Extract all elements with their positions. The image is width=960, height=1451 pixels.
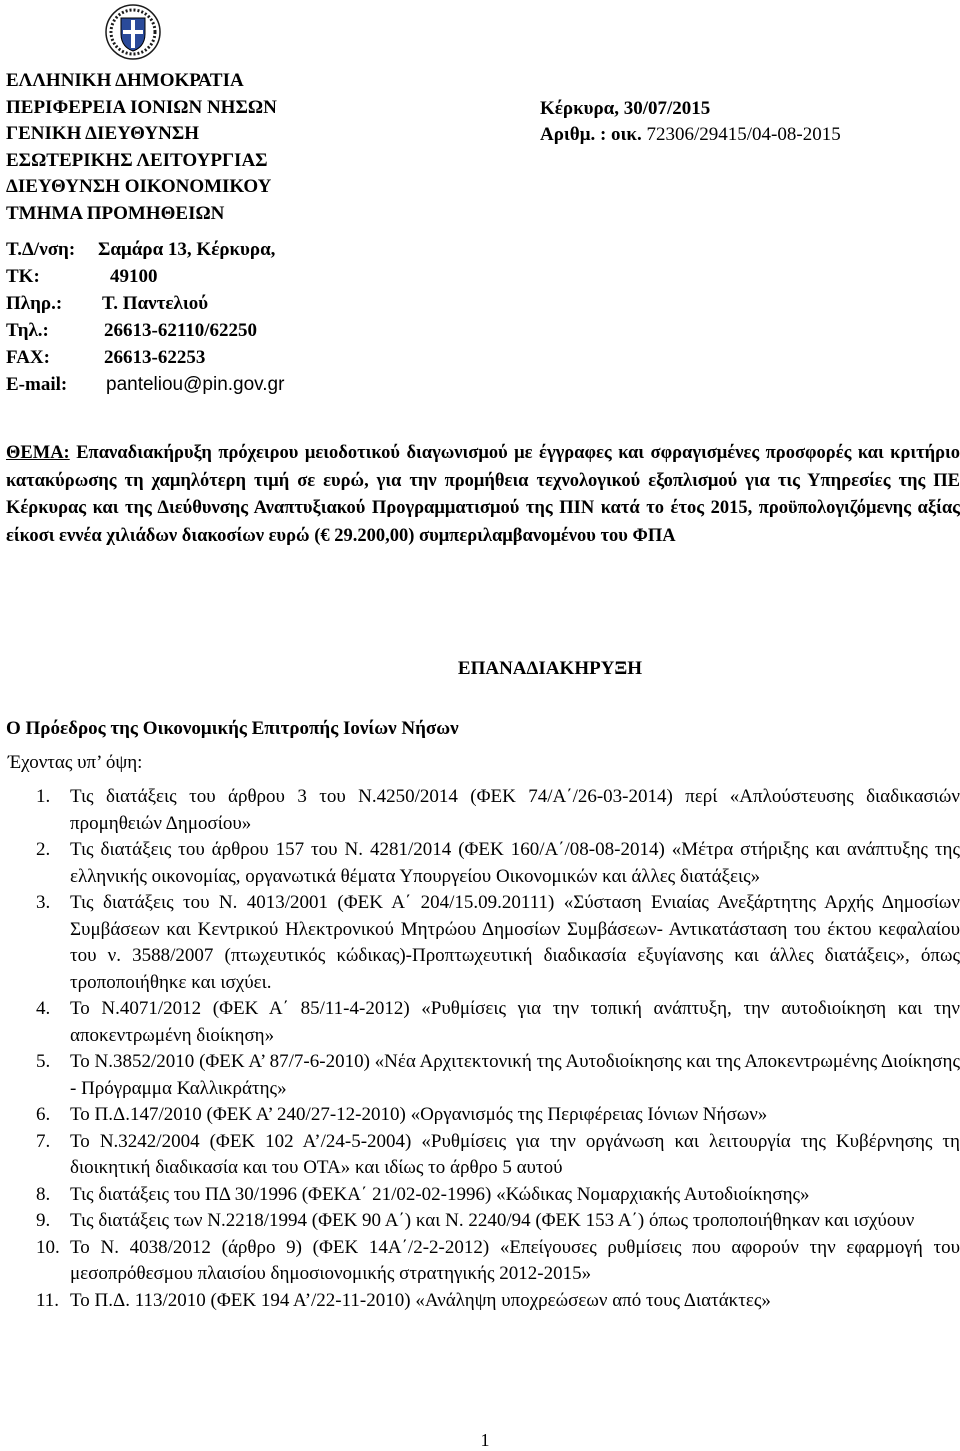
- fax-label: FAX:: [6, 347, 50, 368]
- president-heading: Ο Πρόεδρος της Οικονομικής Επιτροπής Ιονίων Νήσων: [6, 718, 459, 739]
- item-number: 4.: [36, 998, 51, 1019]
- reference-label: Αριθμ. : οικ.: [540, 124, 642, 145]
- list-item: [0, 1235, 960, 1288]
- item-text: Τις διατάξεις του άρθρου 157 του Ν. 4281/2014 (ΦΕΚ 160/Α΄/08-08-2014) «Μέτρα στήριξης και ανάπτυξης της ελληνικής οικονομίας, οργανωτικά θέματα Υπουργείου Οικονομικών και άλλες διατάξεις»: [70, 839, 960, 887]
- subject-text: Επαναδιακήρυξη πρόχειρου μειοδοτικού διαγωνισμού με έγγραφες και σφραγισμένες προσφορές και κριτήριο κατακύρωσης τη χαμηλότερη τιμή σε ευρώ, για την προμήθεια τεχνολογικού εξοπλισμού για τις Υπηρεσίες της ΠΕ Κέρκυρας και της Διεύθυνσης Αναπτυξιακού Προγραμματισμού της ΠΙΝ κατά το έτος 2015, προϋπολογιζόμενης αξίας είκοσι εννέα χιλιάδων διακοσίων ευρώ (€ 29.200,00) συμπεριλαμβανομένου του ΦΠΑ: [6, 443, 960, 546]
- list-item: [0, 1102, 960, 1129]
- contact-block: [6, 236, 506, 398]
- email-label: E-mail:: [6, 374, 68, 395]
- issuer-line: ΔΙΕΥΘΥΝΣΗ ΟΙΚΟΝΟΜΙΚΟΥ: [6, 176, 272, 197]
- info-label: Πληρ.:: [6, 293, 63, 314]
- address-label: Τ.Δ/νση:: [6, 239, 76, 260]
- phone-value: 26613-62110/62250: [104, 320, 258, 341]
- date-reference-block: [540, 96, 841, 148]
- issuer-line: ΕΛΛΗΝΙΚΗ ΔΗΜΟΚΡΑΤΙΑ: [6, 70, 244, 91]
- issuer-line: ΕΣΩΤΕΡΙΚΗΣ ΛΕΙΤΟΥΡΓΙΑΣ: [6, 149, 268, 171]
- list-item: [0, 1288, 960, 1315]
- list-item: [0, 1129, 960, 1182]
- list-item: [0, 1208, 960, 1235]
- subject-label: ΘΕΜΑ:: [6, 443, 70, 463]
- having-regard: Έχοντας υπ’ όψη:: [8, 752, 143, 773]
- place-date: Κέρκυρα, 30/07/2015: [540, 98, 711, 119]
- item-number: 1.: [36, 786, 51, 807]
- issuer-line: ΓΕΝΙΚΗ ΔΙΕΥΘΥΝΣΗ: [6, 123, 200, 144]
- item-number: 8.: [36, 1183, 51, 1205]
- contact-postcode: [6, 263, 506, 290]
- contact-phone: [6, 317, 506, 344]
- legal-basis-list: [0, 784, 960, 1314]
- info-value: Τ. Παντελιού: [102, 293, 209, 314]
- item-text: Τις διατάξεις του άρθρου 3 του Ν.4250/2014 (ΦΕΚ 74/Α΄/26-03-2014) περί «Απλούστευσης διαδικασιών προμηθειών Δημοσίου»: [70, 786, 960, 834]
- item-number: 7.: [36, 1130, 51, 1152]
- issuer-block: [6, 68, 526, 227]
- contact-fax: [6, 344, 506, 371]
- item-number: 9.: [36, 1210, 51, 1231]
- issuer-line: ΠΕΡΙΦΕΡΕΙΑ ΙΟΝΙΩΝ ΝΗΣΩΝ: [6, 96, 277, 118]
- item-text: Τις διατάξεις του ΠΔ 30/1996 (ΦΕΚΑ΄ 21/02-02-1996) «Κώδικας Νομαρχιακής Αυτοδιοίκησης»: [70, 1183, 810, 1205]
- contact-address: [6, 236, 506, 263]
- greek-emblem-icon: [105, 4, 161, 60]
- item-text: Το Π.Δ. 113/2010 (ΦΕΚ 194 Α’/22-11-2010) «Ανάληψη υποχρεώσεων από τους Διατάκτες»: [70, 1289, 771, 1311]
- item-text: Το Ν. 4038/2012 (άρθρο 9) (ΦΕΚ 14Α΄/2-2-2012) «Επείγουσες ρυθμίσεις που αφορούν την εφαρμογή του μεσοπρόθεσμου πλαισίου δημοσιονομικής στρατηγικής 2012-2015»: [70, 1236, 960, 1284]
- list-item: [0, 1182, 960, 1209]
- phone-label: Τηλ.:: [6, 320, 49, 341]
- item-number: 5.: [36, 1051, 51, 1072]
- fax-value: 26613-62253: [104, 347, 206, 368]
- list-item: [0, 996, 960, 1049]
- item-text: Το Ν.3852/2010 (ΦΕΚ Α’ 87/7-6-2010) «Νέα Αρχιτεκτονική της Αυτοδιοίκησης και της Αποκεντρωμένης Διοίκησης - Πρόγραμμα Καλλικράτης»: [70, 1051, 960, 1099]
- postcode-label: ΤΚ:: [6, 266, 40, 287]
- contact-email: [6, 371, 506, 398]
- item-text: Το Ν.3242/2004 (ΦΕΚ 102 Α’/24-5-2004) «Ρυθμίσεις για την οργάνωση και λειτουργία της Κυβέρνησης τη διοικητική διαδικασία και του ΟΤΑ» και ιδίως το άρθρο 5 αυτού: [70, 1130, 960, 1178]
- item-number: 11.: [36, 1289, 60, 1311]
- item-number: 3.: [36, 892, 51, 913]
- list-item: [0, 1049, 960, 1102]
- item-text: Το Ν.4071/2012 (ΦΕΚ Α΄ 85/11-4-2012) «Ρυθμίσεις για την τοπική ανάπτυξη, την αυτοδιοίκηση και την αποκεντρωμένη διοίκηση»: [70, 998, 960, 1046]
- item-number: 6.: [36, 1104, 51, 1125]
- email-link[interactable]: panteliou@pin.gov.gr: [106, 374, 285, 395]
- reference-value: 72306/29415/04-08-2015: [646, 124, 841, 145]
- item-text: Το Π.Δ.147/2010 (ΦΕΚ Α’ 240/27-12-2010) «Οργανισμός της Περιφέρειας Ιόνιων Νήσων»: [70, 1104, 768, 1125]
- postcode-value: 49100: [110, 266, 158, 287]
- list-item: [0, 890, 960, 996]
- address-value: Σαμάρα 13, Κέρκυρα,: [98, 239, 276, 260]
- list-item: [0, 784, 960, 837]
- item-text: Τις διατάξεις των Ν.2218/1994 (ΦΕΚ 90 Α΄) και Ν. 2240/94 (ΦΕΚ 153 Α΄) όπως τροποποιήθηκαν και ισχύουν: [70, 1210, 915, 1231]
- document-title: ΕΠΑΝΑΔΙΑΚΗΡΥΞΗ: [457, 658, 643, 679]
- contact-info: [6, 290, 506, 317]
- reference-number: [540, 122, 841, 148]
- page-number: 1: [480, 1430, 490, 1450]
- item-text: Τις διατάξεις του Ν. 4013/2001 (ΦΕΚ Α΄ 204/15.09.20111) «Σύσταση Ενιαίας Ανεξάρτητης Αρχής Δημοσίων Συμβάσεων και Κεντρικού Ηλεκτρονικού Μητρώου Δημοσίων Συμβάσεων- Αντικατάσταση του έκτου κεφαλαίου του ν. 3588/2007 (πτωχευτικός κώδικας)-Προπτωχευτική διαδικασία εξυγίανσης και άλλες διατάξεις», όπως τροποποιήθηκε και ισχύει.: [70, 892, 960, 993]
- list-item: [0, 837, 960, 890]
- issuer-line: ΤΜΗΜΑ ΠΡΟΜΗΘΕΙΩΝ: [6, 202, 225, 224]
- subject-paragraph: [6, 440, 960, 550]
- item-number: 2.: [36, 839, 51, 860]
- item-number: 10.: [36, 1236, 60, 1258]
